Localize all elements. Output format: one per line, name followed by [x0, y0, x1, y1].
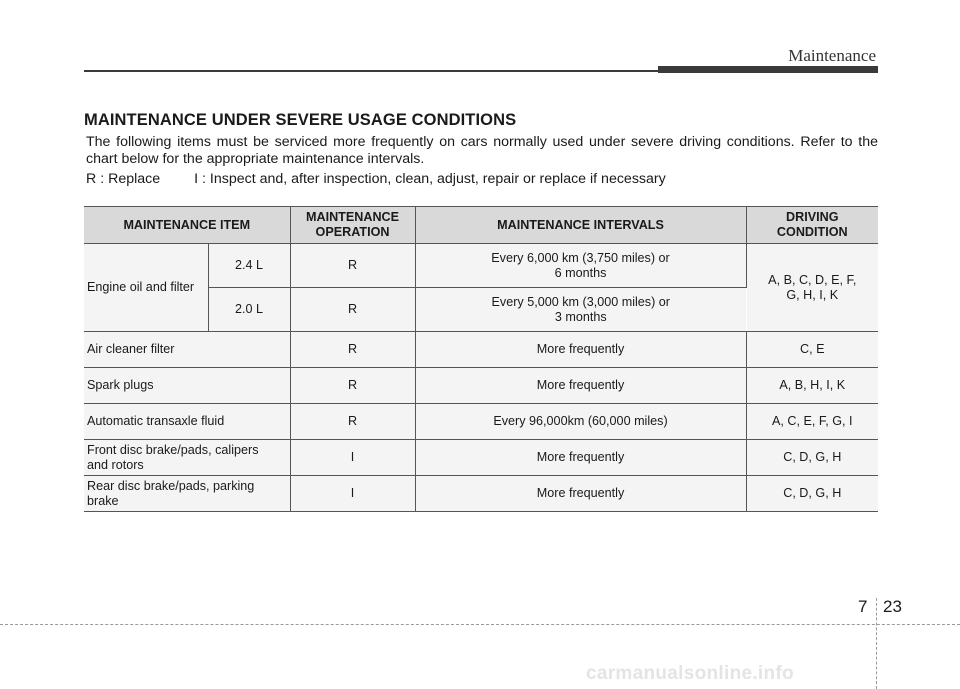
interval-cell: More frequently — [415, 476, 746, 512]
item-cell: Automatic transaxle fluid — [84, 404, 290, 440]
table-row — [84, 404, 878, 440]
engine-variant-cell: 2.0 L — [208, 288, 290, 332]
condition-cell: A, C, E, F, G, I — [746, 404, 878, 440]
condition-cell: A, B, H, I, K — [746, 368, 878, 404]
engine-variant-cell: 2.4 L — [208, 244, 290, 288]
operation-cell: I — [290, 476, 415, 512]
footer-rule — [0, 624, 960, 625]
item-cell: Spark plugs — [84, 368, 290, 404]
condition-cell: C, D, G, H — [746, 440, 878, 476]
header-maintenance-intervals: MAINTENANCE INTERVALS — [415, 207, 746, 244]
section-title: Maintenance — [788, 46, 876, 65]
table-row — [84, 244, 878, 288]
legend-inspect: I : Inspect and, after inspection, clean, adjust, repair or replace if necessary — [194, 171, 666, 187]
watermark: carmanualsonline.info — [586, 663, 794, 684]
operation-cell: R — [290, 404, 415, 440]
table-row — [84, 368, 878, 404]
header-maintenance-operation: MAINTENANCE OPERATION — [290, 207, 415, 244]
legend — [86, 171, 666, 187]
interval-cell: Every 96,000km (60,000 miles) — [415, 404, 746, 440]
chapter-number: 7 — [858, 597, 868, 616]
interval-cell: More frequently — [415, 332, 746, 368]
condition-cell: C, E — [746, 332, 878, 368]
header-driving-condition: DRIVING CONDITION — [746, 207, 878, 244]
operation-cell: R — [290, 244, 415, 288]
engine-oil-item: Engine oil and filter — [84, 244, 208, 332]
item-cell: Air cleaner filter — [84, 332, 290, 368]
header-rule-thick — [658, 66, 878, 73]
operation-cell: R — [290, 288, 415, 332]
table-row — [84, 440, 878, 476]
header-maintenance-item: MAINTENANCE ITEM — [84, 207, 290, 244]
maintenance-table — [84, 206, 878, 512]
interval-cell: Every 6,000 km (3,750 miles) or 6 months — [415, 244, 746, 288]
condition-cell: C, D, G, H — [746, 476, 878, 512]
table-row — [84, 332, 878, 368]
legend-replace: R : Replace — [86, 171, 161, 187]
item-cell: Front disc brake/pads, calipers and rotors — [84, 440, 290, 476]
header-rule-thin — [84, 70, 660, 72]
operation-cell: R — [290, 332, 415, 368]
intro-paragraph: The following items must be serviced more frequently on cars normally used under severe driving conditions. Refer to the chart below for the appropriate maintenance intervals. — [86, 134, 878, 167]
page-number: 23 — [883, 597, 902, 616]
operation-cell: I — [290, 440, 415, 476]
table-header-row — [84, 207, 878, 244]
operation-cell: R — [290, 368, 415, 404]
interval-cell: Every 5,000 km (3,000 miles) or 3 months — [415, 288, 746, 332]
footer-divider — [876, 598, 877, 689]
table-row — [84, 476, 878, 512]
interval-cell: More frequently — [415, 440, 746, 476]
page-heading: MAINTENANCE UNDER SEVERE USAGE CONDITIONS — [84, 111, 517, 129]
interval-cell: More frequently — [415, 368, 746, 404]
item-cell: Rear disc brake/pads, parking brake — [84, 476, 290, 512]
engine-oil-condition: A, B, C, D, E, F, G, H, I, K — [746, 244, 878, 332]
